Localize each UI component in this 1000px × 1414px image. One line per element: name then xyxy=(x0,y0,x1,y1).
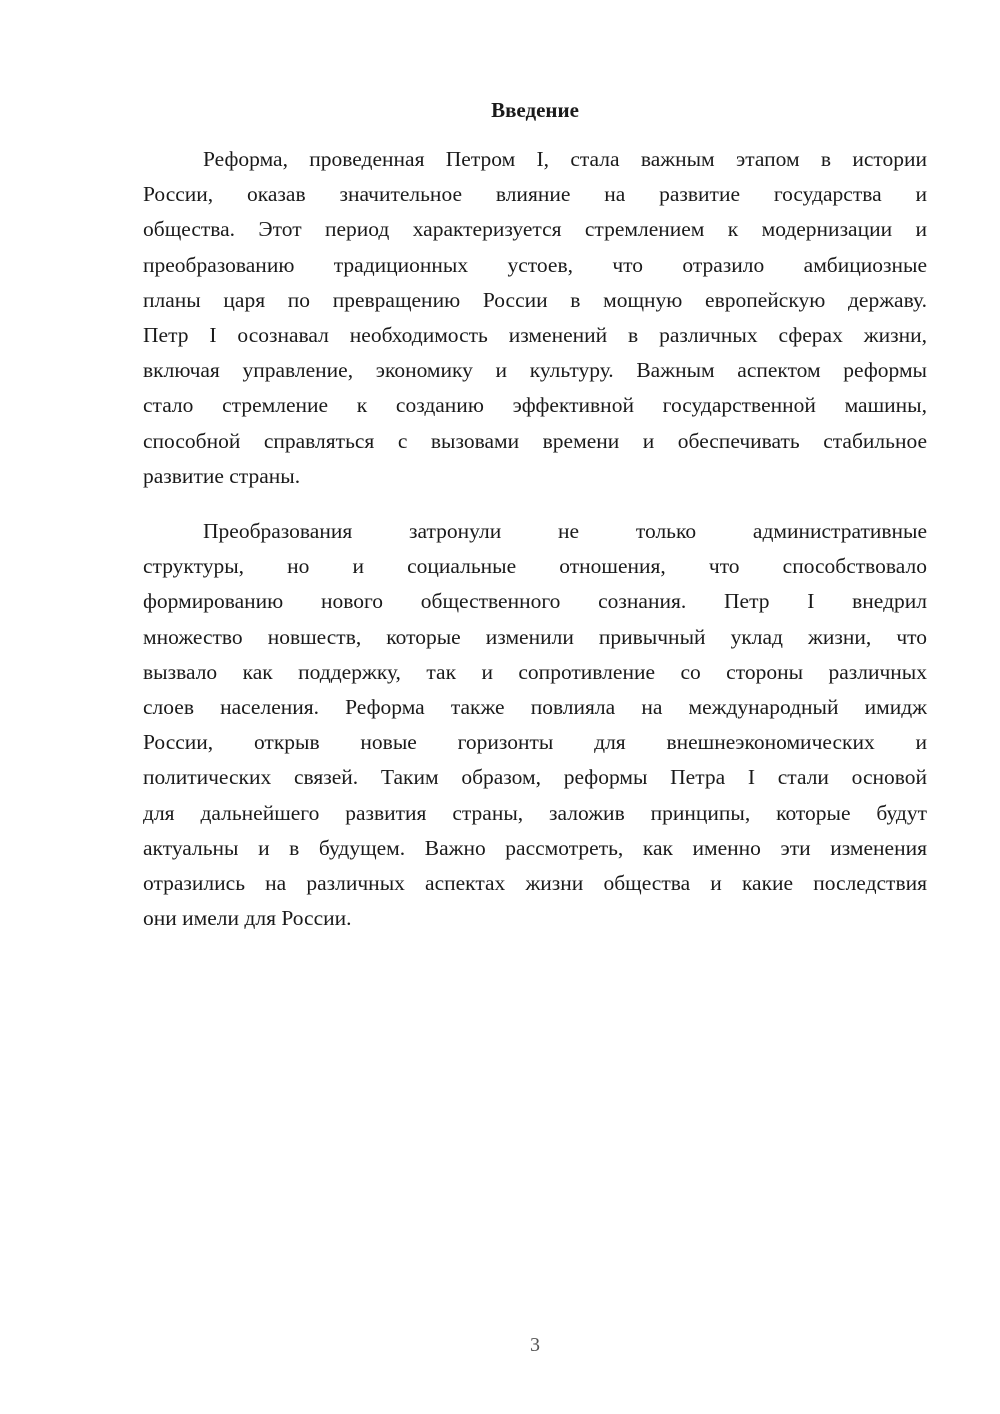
paragraph-2 xyxy=(143,514,927,936)
section-heading: Введение xyxy=(491,98,579,122)
text-line: России, открыв новые горизонты для внешнеэкономических и xyxy=(143,730,927,755)
text-line: стало стремление к созданию эффективной государственной машины, xyxy=(143,393,927,418)
text-line: отразились на различных аспектах жизни общества и какие последствия xyxy=(143,870,927,895)
text-line: включая управление, экономику и культуру. Важным аспектом реформы xyxy=(143,358,927,383)
text-line: Реформа, проведенная Петром I, стала важным этапом в истории xyxy=(203,147,927,171)
text-line: Петр I осознавал необходимость изменений в различных сферах жизни, xyxy=(143,322,927,347)
text-line: слоев населения. Реформа также повлияла на международный имидж xyxy=(143,694,927,719)
text-line: множество новшеств, которые изменили привычный уклад жизни, что xyxy=(143,624,927,649)
text-line: Преобразования затронули не только административные xyxy=(203,519,927,543)
text-line: актуальны и в будущем. Важно рассмотреть, как именно эти изменения xyxy=(143,835,927,860)
text-line: для дальнейшего развития страны, заложив принципы, которые будут xyxy=(143,800,927,825)
text-line: структуры, но и социальные отношения, что способствовало xyxy=(143,554,927,579)
page-number: 3 xyxy=(530,1334,540,1356)
paragraph-1 xyxy=(143,142,927,494)
text-line: России, оказав значительное влияние на развитие государства и xyxy=(143,182,927,207)
text-line: они имели для России. xyxy=(143,906,352,931)
text-line: преобразованию традиционных устоев, что отразило амбициозные xyxy=(143,252,927,277)
text-line: планы царя по превращению России в мощную европейскую державу. xyxy=(143,287,927,312)
text-line: формированию нового общественного сознания. Петр I внедрил xyxy=(143,589,927,614)
text-line: развитие страны. xyxy=(143,463,301,488)
text-line: способной справляться с вызовами времени и обеспечивать стабильное xyxy=(143,428,927,453)
text-line: вызвало как поддержку, так и сопротивление со стороны различных xyxy=(143,659,927,684)
text-line: политических связей. Таким образом, реформы Петра I стали основой xyxy=(143,765,927,790)
text-line: общества. Этот период характеризуется стремлением к модернизации и xyxy=(143,217,927,242)
